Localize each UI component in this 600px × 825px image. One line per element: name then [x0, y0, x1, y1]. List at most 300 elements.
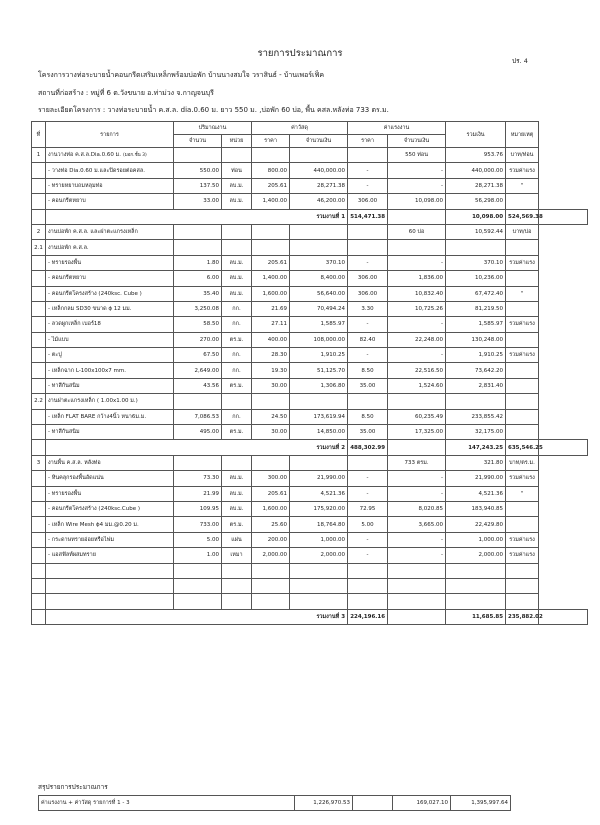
row-no — [32, 548, 46, 563]
labor-price: 306.00 — [348, 271, 388, 286]
row-item-text: - วางท่อ Dia.0.60 ม.และปิดรอยต่อคสล. — [48, 167, 145, 174]
subtotal-material-amount: 514,471.38 — [348, 209, 388, 224]
document-title: รายการประมาณการ — [257, 48, 343, 59]
unit: กก. — [222, 301, 252, 316]
row-no: 2.1 — [32, 240, 46, 255]
empty-cell — [32, 594, 46, 609]
row-item-text: - คอนกรีตโครงสร้าง (240ksc.Cube ) — [48, 506, 140, 513]
labor-price: 35.00 — [348, 425, 388, 440]
row-total: 1,585.97 — [446, 317, 506, 332]
quantity: 73.30 — [174, 471, 222, 486]
row-item — [46, 471, 174, 486]
row-total: 28,271.38 — [446, 178, 506, 193]
row-item-text: - หินคลุกรองพื้นอัดแน่น — [48, 475, 104, 482]
col-unit: หน่วย — [222, 135, 252, 148]
labor-amount: 8,020.85 — [388, 501, 446, 516]
row-item-text: - คอนกรีตหยาบ — [48, 275, 86, 282]
empty-cell — [174, 578, 222, 593]
col-no: ที่ — [32, 122, 46, 148]
empty-cell — [290, 594, 348, 609]
quantity: 109.95 — [174, 501, 222, 516]
material-price: 24.50 — [252, 409, 290, 424]
material-amount: 1,585.97 — [290, 317, 348, 332]
subtotal-labor-amount: 11,685.85 — [446, 609, 506, 624]
subtotal-labor-amount: 147,243.25 — [446, 440, 506, 455]
row-item-text: - ทรายหยาบถมหลุมท่อ — [48, 182, 103, 189]
table-row — [32, 486, 588, 501]
row-no — [32, 255, 46, 270]
row-item-text: งานพื้น ค.ส.ล. หลังท่อ — [48, 460, 101, 466]
material-price: 800.00 — [252, 163, 290, 178]
subtotal-label: รวมงานที่ 2 — [46, 440, 348, 455]
material-amount — [290, 455, 348, 470]
labor-amount: 10,832.40 — [388, 286, 446, 301]
row-no — [32, 348, 46, 363]
row-item-text: - เหล็กฉาก L-100x100x7 mm. — [48, 367, 127, 374]
empty-cell — [446, 563, 506, 578]
remark: " — [506, 286, 539, 301]
table-row — [32, 471, 588, 486]
material-amount: 18,764.80 — [290, 517, 348, 532]
row-item — [46, 317, 174, 332]
summary-empty-cell — [353, 796, 393, 811]
summary-grand-total: 1,395,997.64 — [451, 796, 511, 811]
subtotal-total: 524,569.38 — [506, 209, 539, 224]
row-item — [46, 394, 174, 409]
row-total: 10,236.00 — [446, 271, 506, 286]
labor-price: - — [348, 348, 388, 363]
row-no — [32, 363, 46, 378]
empty-cell — [252, 563, 290, 578]
material-amount: 1,306.80 — [290, 378, 348, 393]
table-row — [32, 501, 588, 516]
labor-price: - — [348, 255, 388, 270]
col-material-price: ราคา — [252, 135, 290, 148]
empty-cell — [46, 594, 174, 609]
row-no: 3 — [32, 455, 46, 470]
row-total: 440,000.00 — [446, 163, 506, 178]
table-row — [32, 240, 588, 255]
row-no — [32, 501, 46, 516]
labor-price: 3.30 — [348, 301, 388, 316]
remark — [506, 363, 539, 378]
labor-amount: - — [388, 317, 446, 332]
unit — [222, 455, 252, 470]
material-price: 205.61 — [252, 178, 290, 193]
labor-price: - — [348, 471, 388, 486]
remark — [506, 332, 539, 347]
empty-cell — [446, 578, 506, 593]
labor-price: 306.00 — [348, 194, 388, 209]
empty-cell — [348, 578, 388, 593]
summary-table — [38, 795, 511, 811]
remark — [539, 209, 588, 224]
labor-price: 72.95 — [348, 501, 388, 516]
labor-price — [348, 240, 388, 255]
material-amount: 1,910.25 — [290, 348, 348, 363]
row-item — [46, 163, 174, 178]
labor-price: 35.00 — [348, 378, 388, 393]
labor-price — [388, 440, 446, 455]
table-row — [32, 363, 588, 378]
empty-cell — [290, 563, 348, 578]
material-amount: 8,400.00 — [290, 271, 348, 286]
row-no — [32, 409, 46, 424]
row-total: 233,855.42 — [446, 409, 506, 424]
empty-cell — [174, 563, 222, 578]
material-amount: 370.10 — [290, 255, 348, 270]
remark — [506, 501, 539, 516]
row-item — [46, 517, 174, 532]
material-amount: 173,619.94 — [290, 409, 348, 424]
row-no — [32, 471, 46, 486]
material-price: 300.00 — [252, 471, 290, 486]
labor-price: 82.40 — [348, 332, 388, 347]
table-row — [32, 532, 588, 547]
row-no — [32, 332, 46, 347]
row-item-text: - ตะปู — [48, 352, 62, 359]
unit: ลบ.ม. — [222, 486, 252, 501]
col-qty: จำนวน — [174, 135, 222, 148]
labor-amount: - — [388, 548, 446, 563]
remark: รวมค่าแรง — [506, 163, 539, 178]
empty-cell — [506, 578, 539, 593]
quantity: 2,649.00 — [174, 363, 222, 378]
row-item-text: งานวางท่อ ค.ส.ล.Dia.0.60 ม. — [48, 152, 121, 159]
table-row — [32, 209, 588, 224]
remark: รวมค่าแรง — [506, 532, 539, 547]
table-row — [32, 178, 588, 193]
form-number: ปร. 4 — [512, 57, 528, 65]
row-item — [46, 501, 174, 516]
row-no: 2.2 — [32, 394, 46, 409]
quantity: 6.00 — [174, 271, 222, 286]
unit: ตร.ม. — [222, 425, 252, 440]
labor-amount: 3,665.00 — [388, 517, 446, 532]
subtotal-label: รวมงานที่ 1 — [46, 209, 348, 224]
row-item-text: - เหล็ก FLAT BARE กว้าง4นิ้ว หนา6ม.ม. — [48, 413, 147, 420]
material-price: 205.61 — [252, 486, 290, 501]
remark — [506, 240, 539, 255]
row-item — [46, 409, 174, 424]
row-item-text: - กระดาษทรายอ่อยหรือไฟม — [48, 536, 115, 543]
labor-amount — [388, 394, 446, 409]
material-amount: 70,494.24 — [290, 301, 348, 316]
col-total: รวมเงิน — [446, 122, 506, 148]
empty-cell — [174, 594, 222, 609]
row-total — [446, 394, 506, 409]
unit: แผ่น — [222, 532, 252, 547]
col-labor: ค่าแรงงาน — [348, 122, 446, 135]
empty-cell — [32, 578, 46, 593]
quantity: 3,250.08 — [174, 301, 222, 316]
material-price — [252, 224, 290, 239]
material-price — [252, 455, 290, 470]
unit: ลบ.ม. — [222, 271, 252, 286]
unit: กก. — [222, 363, 252, 378]
table-row — [32, 286, 588, 301]
unit — [222, 240, 252, 255]
row-item-text: - คอนกรีตโครงสร้าง (240ksc. Cube ) — [48, 290, 142, 297]
material-price: 2,000.00 — [252, 548, 290, 563]
material-price: 205.61 — [252, 255, 290, 270]
quantity: 495.00 — [174, 425, 222, 440]
row-item-text: งานบ่อพัก ค.ส.ล. และฝาตะแกรงเหล็ก — [48, 229, 138, 236]
labor-amount: 22,516.50 — [388, 363, 446, 378]
row-total: 1,910.25 — [446, 348, 506, 363]
row-item-text: - ทาสีกันสนิม — [48, 383, 80, 390]
unit: ตร.ม. — [222, 332, 252, 347]
labor-amount: - — [388, 471, 446, 486]
row-item-note: (มอก.ชั้น 3) — [122, 153, 147, 159]
material-amount — [290, 240, 348, 255]
labor-amount: - — [388, 163, 446, 178]
quantity: 1.80 — [174, 255, 222, 270]
unit: ตร.ม. — [222, 517, 252, 532]
quantity — [174, 455, 222, 470]
labor-price: 8.50 — [348, 363, 388, 378]
labor-price: 8.50 — [348, 409, 388, 424]
col-material: ค่าวัสดุ — [252, 122, 348, 135]
subtotal-total: 635,546.25 — [506, 440, 539, 455]
labor-price: - — [348, 486, 388, 501]
row-item — [46, 286, 174, 301]
table-row — [32, 271, 588, 286]
row-item-text: - ทรายรองพื้น — [48, 259, 81, 266]
material-price: 30.00 — [252, 378, 290, 393]
table-row — [32, 301, 588, 316]
table-row — [32, 255, 588, 270]
table-row — [32, 440, 588, 455]
row-total: 2,000.00 — [446, 548, 506, 563]
row-item — [46, 194, 174, 209]
empty-cell — [388, 563, 446, 578]
remark: รวมค่าแรง — [506, 548, 539, 563]
row-item — [46, 532, 174, 547]
labor-amount: 550 ท่อน — [388, 148, 446, 163]
row-item — [46, 148, 174, 163]
labor-price — [348, 148, 388, 163]
material-price — [252, 240, 290, 255]
empty-cell — [46, 578, 174, 593]
material-amount: 28,271.38 — [290, 178, 348, 193]
row-item — [46, 255, 174, 270]
material-amount — [290, 224, 348, 239]
remark — [506, 271, 539, 286]
labor-price: - — [348, 532, 388, 547]
labor-price — [388, 609, 446, 624]
row-total: 130,248.00 — [446, 332, 506, 347]
remark: บาท/ตร.ม. — [506, 455, 539, 470]
estimate-table — [31, 121, 588, 625]
labor-amount: 22,248.00 — [388, 332, 446, 347]
remark: รวมค่าแรง — [506, 348, 539, 363]
labor-price: - — [348, 178, 388, 193]
row-item-text: งานฝาตะแกรงเหล็ก ( 1.00x1.00 ม.) — [48, 398, 138, 405]
row-no — [32, 286, 46, 301]
labor-amount: 733 ตรม. — [388, 455, 446, 470]
subtotal-label: รวมงานที่ 3 — [46, 609, 348, 624]
row-item — [46, 271, 174, 286]
material-price — [252, 394, 290, 409]
subtotal-material-amount: 488,302.99 — [348, 440, 388, 455]
material-amount: 440,000.00 — [290, 163, 348, 178]
labor-amount: - — [388, 178, 446, 193]
quantity — [174, 148, 222, 163]
remark: รวมค่าแรง — [506, 255, 539, 270]
project-details: รายละเอียดโครงการ : วางท่อระบายน้ำ ค.ส.ล. dia.0.60 ม. ยาว 550 ม. ,บ่อพัก 60 บ่อ, พื้น คสล.หลังท่อ 733 ตร.ม. — [38, 106, 389, 114]
row-total: 4,521.36 — [446, 486, 506, 501]
row-no — [32, 440, 46, 455]
row-item-text: - เหล็ก Wire Mesh ϕ4 มม.@0.20 ม. — [48, 521, 139, 528]
quantity — [174, 224, 222, 239]
row-item-text: - ทาสีกันสนิม — [48, 429, 80, 436]
remark — [506, 301, 539, 316]
row-no — [32, 209, 46, 224]
unit: เหมา — [222, 548, 252, 563]
material-amount: 21,990.00 — [290, 471, 348, 486]
row-item — [46, 486, 174, 501]
summary-labor-amount: 169,027.10 — [393, 796, 451, 811]
table-row — [32, 194, 588, 209]
material-price: 21.69 — [252, 301, 290, 316]
labor-price — [348, 394, 388, 409]
row-total: 21,990.00 — [446, 471, 506, 486]
summary-heading: สรุปรายการประมาณการ — [38, 783, 108, 791]
remark — [539, 440, 588, 455]
row-item-text: งานบ่อพัก ค.ส.ล. — [48, 244, 89, 251]
row-no — [32, 517, 46, 532]
row-total: 56,298.00 — [446, 194, 506, 209]
row-item — [46, 332, 174, 347]
row-no — [32, 271, 46, 286]
remark — [506, 378, 539, 393]
row-item — [46, 378, 174, 393]
row-no — [32, 425, 46, 440]
row-total: 32,175.00 — [446, 425, 506, 440]
row-item-text: - ทรายรองพื้น — [48, 490, 81, 497]
row-total: 1,000.00 — [446, 532, 506, 547]
labor-amount: - — [388, 486, 446, 501]
quantity: 67.50 — [174, 348, 222, 363]
unit: ตร.ม. — [222, 378, 252, 393]
row-total: 81,219.50 — [446, 301, 506, 316]
labor-amount: - — [388, 255, 446, 270]
remark — [506, 425, 539, 440]
unit: กก. — [222, 348, 252, 363]
col-labor-amount: จำนวนเงิน — [388, 135, 446, 148]
row-item — [46, 455, 174, 470]
project-name: โครงการวางท่อระบายน้ำคอนกรีตเสริมเหล็กพร้อมบ่อพัก บ้านนางสมใจ วราสินธ์ - บ้านเพอร์เฟ็ค — [38, 71, 325, 79]
table-row — [32, 394, 588, 409]
row-item — [46, 363, 174, 378]
material-amount: 56,640.00 — [290, 286, 348, 301]
quantity: 270.00 — [174, 332, 222, 347]
row-item — [46, 178, 174, 193]
material-price: 30.00 — [252, 425, 290, 440]
row-item — [46, 348, 174, 363]
row-total: 67,472.40 — [446, 286, 506, 301]
remark — [539, 609, 588, 624]
material-price: 19.30 — [252, 363, 290, 378]
subtotal-labor-amount: 10,098.00 — [446, 209, 506, 224]
row-item-text: - คอนกรีตหยาบ — [48, 198, 86, 205]
quantity: 550.00 — [174, 163, 222, 178]
row-total: 22,429.80 — [446, 517, 506, 532]
material-price: 25.60 — [252, 517, 290, 532]
row-total: 10,592.44 — [446, 224, 506, 239]
row-total: 183,940.85 — [446, 501, 506, 516]
unit: ลบ.ม. — [222, 255, 252, 270]
row-item — [46, 425, 174, 440]
labor-amount: 10,098.00 — [388, 194, 446, 209]
row-total: 370.10 — [446, 255, 506, 270]
col-remark: หมายเหตุ — [506, 122, 539, 148]
row-total: 2,831.40 — [446, 378, 506, 393]
row-item — [46, 224, 174, 239]
empty-cell — [348, 563, 388, 578]
material-amount: 175,920.00 — [290, 501, 348, 516]
remark — [506, 394, 539, 409]
unit: กก. — [222, 409, 252, 424]
empty-cell — [46, 563, 174, 578]
labor-price — [348, 224, 388, 239]
empty-cell — [506, 563, 539, 578]
row-no: 2 — [32, 224, 46, 239]
material-price — [252, 148, 290, 163]
material-price: 27.11 — [252, 317, 290, 332]
table-row — [32, 455, 588, 470]
quantity: 33.00 — [174, 194, 222, 209]
labor-amount: 1,836.00 — [388, 271, 446, 286]
row-no: 1 — [32, 148, 46, 163]
labor-amount: 1,524.60 — [388, 378, 446, 393]
construction-location: สถานที่ก่อสร้าง : หมู่ที่ 6 ต.วังขนาย อ.ท่าม่วง จ.กาญจนบุรี — [38, 89, 214, 97]
row-total: 73,642.20 — [446, 363, 506, 378]
empty-cell — [222, 578, 252, 593]
quantity — [174, 394, 222, 409]
empty-cell — [252, 578, 290, 593]
empty-cell — [290, 578, 348, 593]
unit: ลบ.ม. — [222, 471, 252, 486]
summary-label: ค่าแรงงาน + ค่าวัสดุ รายการที่ 1 - 3 — [39, 796, 295, 811]
labor-amount: - — [388, 348, 446, 363]
table-row — [32, 163, 588, 178]
table-row — [32, 425, 588, 440]
material-price: 200.00 — [252, 532, 290, 547]
remark: รวมค่าแรง — [506, 471, 539, 486]
empty-cell — [388, 578, 446, 593]
labor-price — [388, 209, 446, 224]
table-row — [32, 517, 588, 532]
material-amount: 4,521.36 — [290, 486, 348, 501]
table-row — [32, 224, 588, 239]
labor-amount: - — [388, 532, 446, 547]
table-row — [32, 578, 588, 593]
subtotal-material-amount: 224,196.16 — [348, 609, 388, 624]
labor-amount: 60,235.49 — [388, 409, 446, 424]
table-row — [32, 148, 588, 163]
remark: บาท/บ่อ — [506, 224, 539, 239]
material-amount: 51,125.70 — [290, 363, 348, 378]
labor-amount: 17,325.00 — [388, 425, 446, 440]
table-row — [32, 348, 588, 363]
row-total: 953.76 — [446, 148, 506, 163]
row-item-text: - ไม้แบบ — [48, 336, 69, 343]
empty-cell — [348, 594, 388, 609]
table-row — [32, 609, 588, 624]
material-price: 1,400.00 — [252, 194, 290, 209]
